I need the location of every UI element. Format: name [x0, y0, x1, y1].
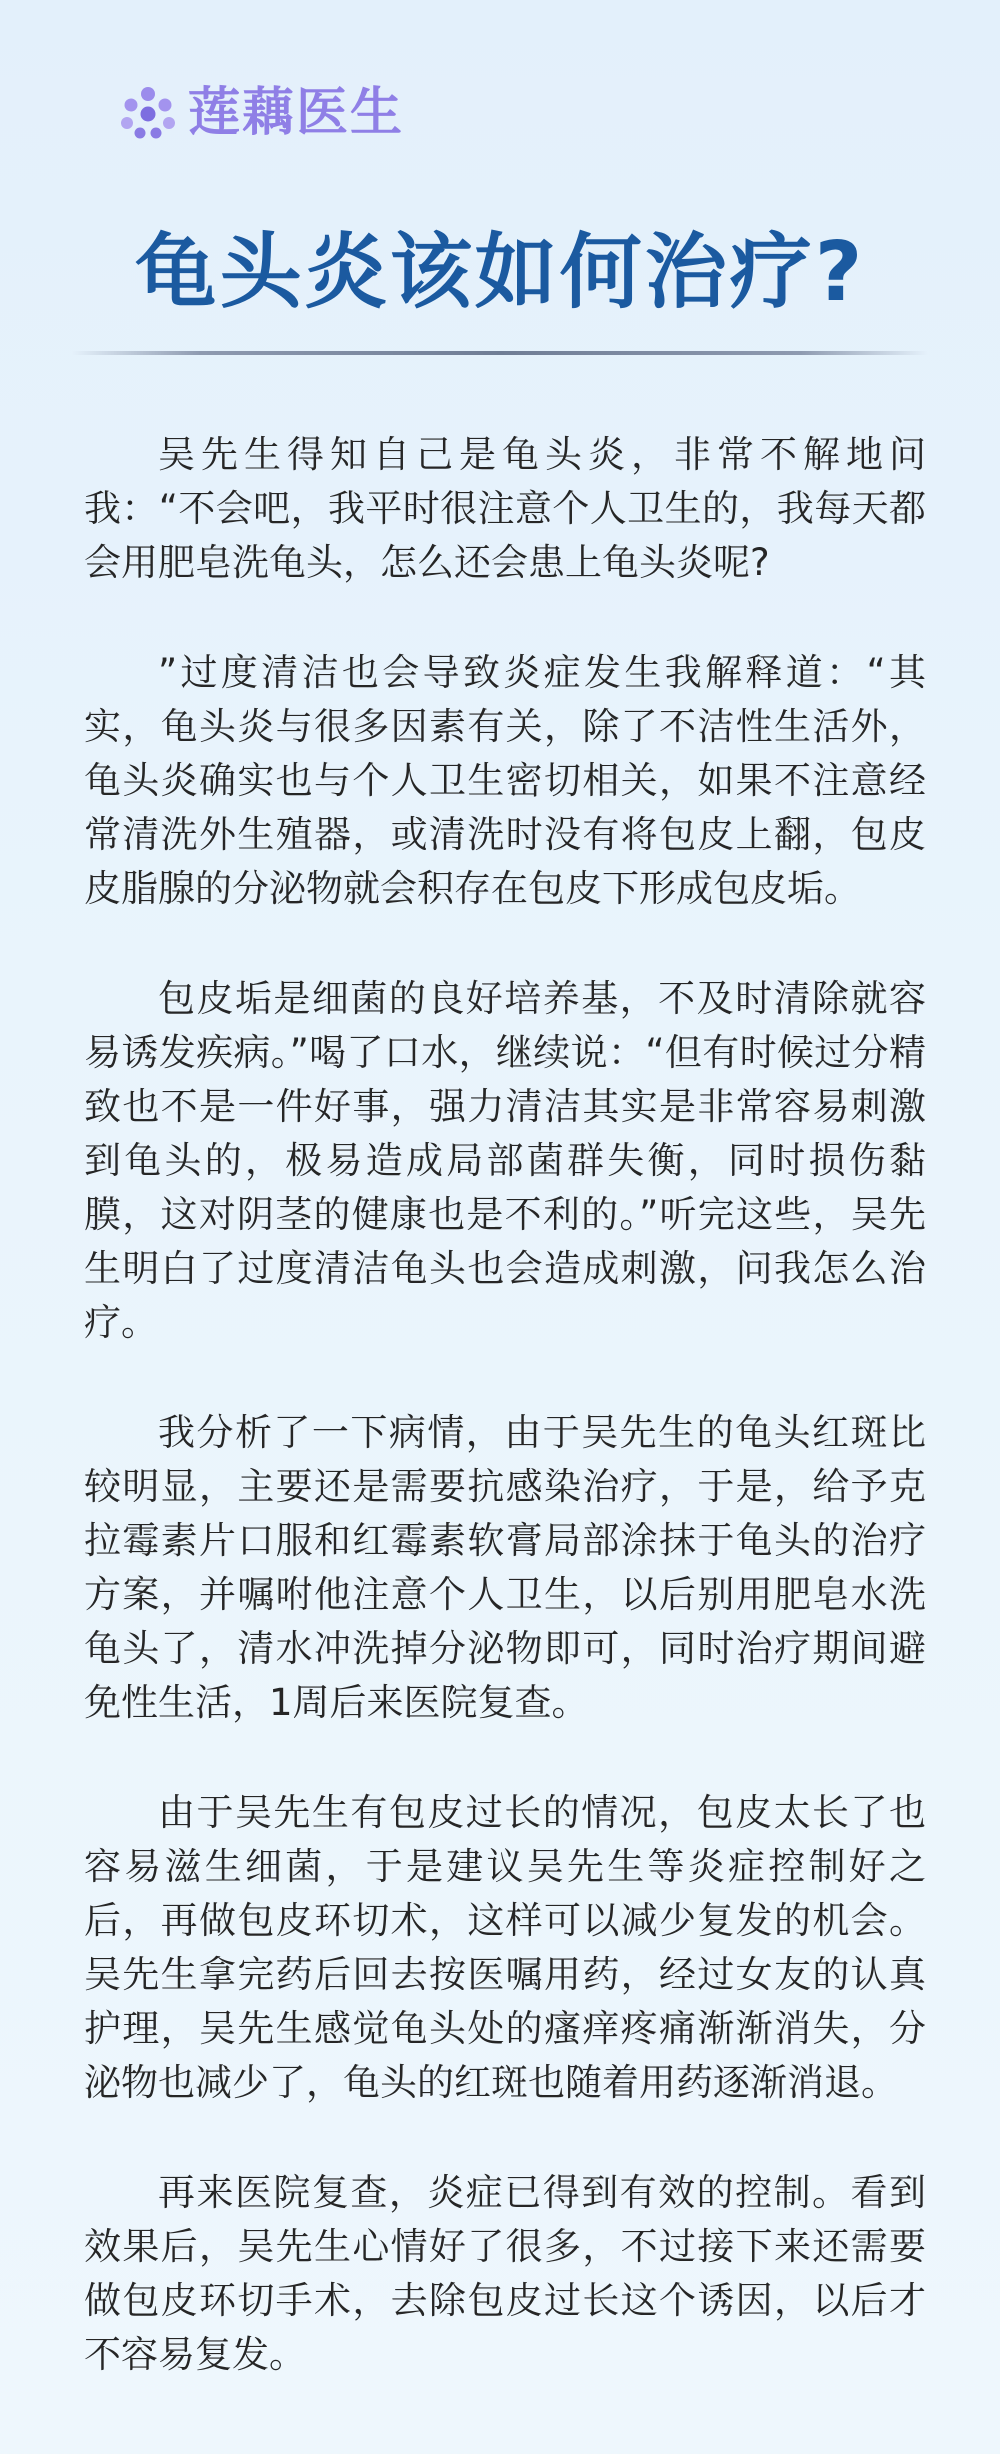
brand-logo: [118, 78, 404, 148]
article-paragraph-6: 再来医院复查，炎症已得到有效的控制。看到效果后，吴先生心情好了很多，不过接下来还需要做包皮环切手术，去除包皮过长这个诱因，以后才不容易复发。: [84, 2171, 926, 2376]
lotus-dots-icon: [118, 83, 178, 143]
article-title: 龟头炎该如何治疗?: [134, 225, 866, 320]
brand-name: 莲藕医生: [188, 83, 405, 143]
title-divider: [72, 351, 928, 355]
article-paragraph-5: 由于吴先生有包皮过长的情况，包皮太长了也容易滋生细菌，于是建议吴先生等炎症控制好之后，再做包皮环切术，这样可以减少复发的机会。吴先生拿完药后回去按医嘱用药，经过女友的认真护理，吴先生感觉龟头处的瘙痒疼痛渐渐消失，分泌物也减少了，龟头的红斑也随着用药逐渐消退。: [84, 1791, 926, 2104]
article-paragraph-2: ”过度清洁也会导致炎症发生我解释道：“其实，龟头炎与很多因素有关，除了不洁性生活外，龟头炎确实也与个人卫生密切相关，如果不注意经常清洗外生殖器，或清洗时没有将包皮上翻，包皮皮脂腺的分泌物就会积存在包皮下形成包皮垢。: [84, 651, 926, 910]
article-paragraph-3: 包皮垢是细菌的良好培养基，不及时清除就容易诱发疾病。”喝了口水，继续说：“但有时候过分精致也不是一件好事，强力清洁其实是非常容易刺激到龟头的，极易造成局部菌群失衡，同时损伤黏膜，这对阴茎的健康也是不利的。”听完这些，吴先生明白了过度清洁龟头也会造成刺激，问我怎么治疗。: [84, 977, 926, 1344]
article-paragraph-1: 吴先生得知自己是龟头炎，非常不解地问我：“不会吧，我平时很注意个人卫生的，我每天都会用肥皂洗龟头，怎么还会患上龟头炎呢?: [84, 433, 926, 584]
article-paragraph-4: 我分析了一下病情，由于吴先生的龟头红斑比较明显，主要还是需要抗感染治疗，于是，给予克拉霉素片口服和红霉素软膏局部涂抹于龟头的治疗方案，并嘱咐他注意个人卫生，以后别用肥皂水洗龟头了，清水冲洗掉分泌物即可，同时治疗期间避免性生活，1周后来医院复查。: [84, 1411, 926, 1724]
article-body: [84, 428, 926, 2438]
